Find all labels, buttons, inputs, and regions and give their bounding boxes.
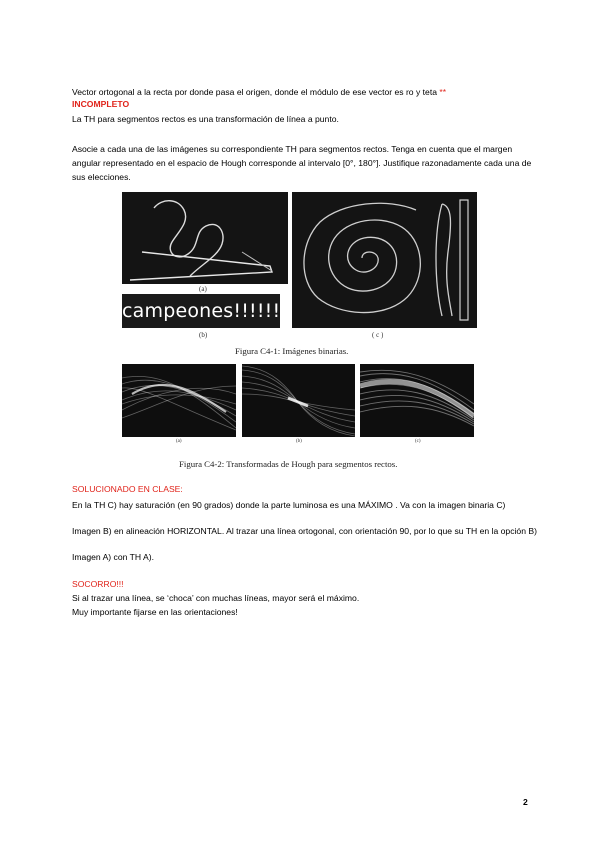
- hough-transform-c: [360, 364, 474, 437]
- solution-heading: SOLUCIONADO EN CLASE:: [72, 484, 183, 494]
- solution-line3: Imagen A) con TH A).: [72, 552, 154, 562]
- solution-line2: Imagen B) en alineación HORIZONTAL. Al trazar una línea ortogonal, con orientación 90, por lo que su TH en la opción B): [72, 526, 537, 536]
- question-text: Asocie a cada una de las imágenes su correspondiente TH para segmentos rectos. Tenga en cuenta que el margen angular representado en el espacio de Hough corresponde al intervalo [0°, 180°]. Justifique razonadamente cada una de sus elecciones.: [72, 144, 532, 182]
- fig1-label-b: (b): [199, 331, 208, 339]
- intro-line1-text: Vector ortogonal a la recta por donde pasa el origen, donde el módulo de ese vector es ro y teta: [72, 87, 437, 97]
- fig2-label-a: (a): [176, 439, 182, 444]
- socorro-line2: Muy importante fijarse en las orientaciones!: [72, 607, 238, 617]
- intro-mark: **: [439, 87, 447, 97]
- fig1-label-a: (a): [199, 285, 207, 293]
- binary-image-c: [292, 192, 477, 328]
- hough-transform-c-drawing: [360, 364, 474, 437]
- intro-line1: [72, 87, 446, 98]
- binary-image-c-drawing: [292, 192, 477, 328]
- figure2-caption: Figura C4-2: Transformadas de Hough para segmentos rectos.: [179, 459, 398, 469]
- page-number: 2: [523, 797, 528, 807]
- socorro-heading: SOCORRO!!!: [72, 579, 124, 589]
- binary-image-a-drawing: [122, 192, 288, 284]
- fig1-label-c: ( c ): [372, 331, 384, 339]
- incompleto-label: INCOMPLETO: [72, 99, 130, 109]
- fig2-label-b: (b): [296, 439, 302, 444]
- solution-line1: En la TH C) hay saturación (en 90 grados) donde la parte luminosa es una MÁXIMO . Va con la imagen binaria C): [72, 500, 506, 510]
- hough-transform-a: [122, 364, 236, 437]
- binary-image-b: campeones!!!!!!: [122, 294, 280, 328]
- socorro-line1: Si al trazar una línea, se ‘choca’ con muchas líneas, mayor será el máximo.: [72, 593, 360, 603]
- figure1-caption: Figura C4-1: Imágenes binarias.: [235, 346, 349, 356]
- binary-image-a: [122, 192, 288, 284]
- fig2-label-c: (c): [415, 439, 421, 444]
- hough-transform-a-drawing: [122, 364, 236, 437]
- hough-transform-b: [242, 364, 355, 437]
- hough-transform-b-drawing: [242, 364, 355, 437]
- intro-line2: La TH para segmentos rectos es una transformación de línea a punto.: [72, 114, 339, 124]
